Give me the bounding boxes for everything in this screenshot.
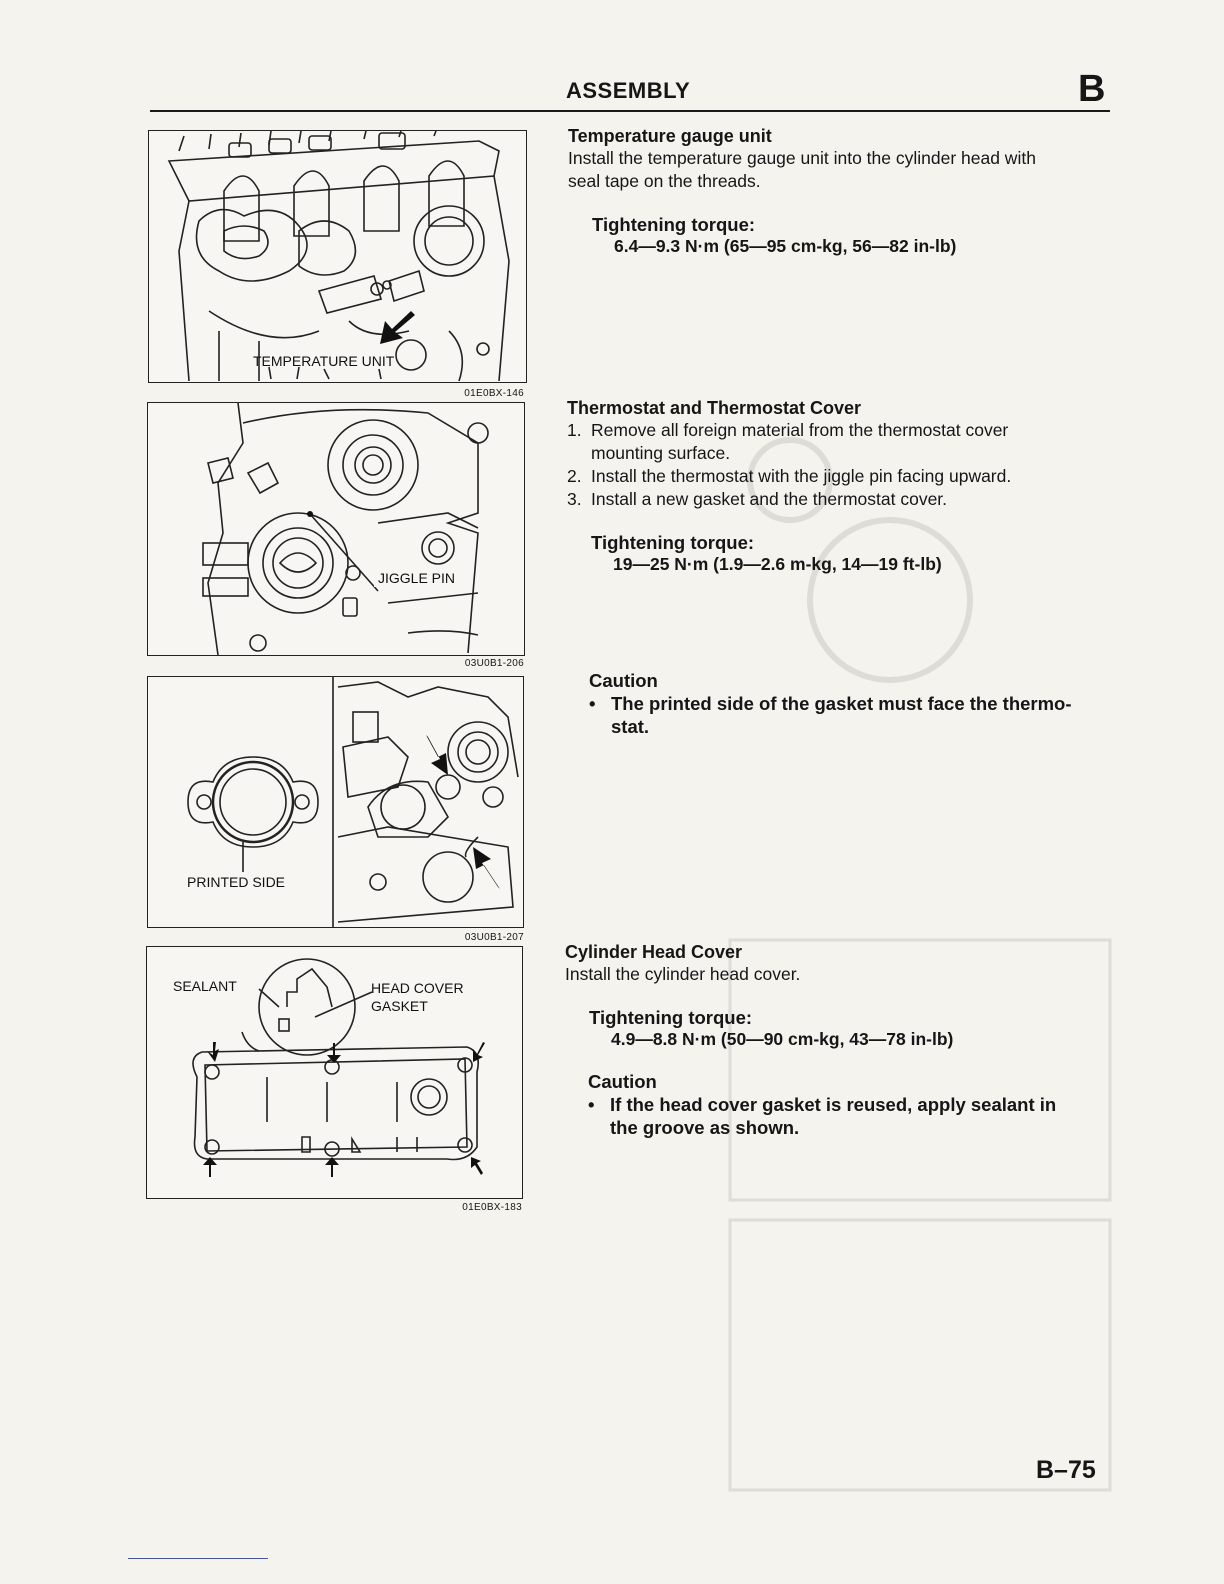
header-rule <box>150 110 1110 112</box>
figure-4-label-sealant: SEALANT <box>173 978 237 994</box>
step-item <box>567 419 1112 465</box>
step-number: 3. <box>567 489 582 509</box>
torque-heading: Tightening torque: <box>592 214 756 235</box>
figure-3-label: PRINTED SIDE <box>187 874 286 890</box>
engine-block-illustration <box>149 131 526 382</box>
figure-2-label: JIGGLE PIN <box>378 570 456 586</box>
figure-code: 01E0BX-183 <box>462 1202 522 1213</box>
step-text: mounting surface. <box>591 443 731 463</box>
body-line: Install the temperature gauge unit into the cylinder head with <box>568 148 1036 168</box>
figure-temperature-unit <box>148 130 527 383</box>
section-heading: Thermostat and Thermostat Cover <box>567 398 862 418</box>
caution-text: the groove as shown. <box>610 1117 800 1138</box>
bullet-icon: • <box>589 693 596 714</box>
step-number: 1. <box>567 420 582 440</box>
caution-text: stat. <box>611 716 650 737</box>
section-heading: Cylinder Head Cover <box>565 942 743 962</box>
step-item <box>567 488 1112 511</box>
caution-text: The printed side of the gasket must face the thermo- <box>611 693 1072 714</box>
step-text: Remove all foreign material from the thermostat cover <box>591 420 1009 440</box>
head-cover-illustration <box>147 947 522 1198</box>
torque-value: 19—25 N·m (1.9—2.6 m-kg, 14—19 ft-lb) <box>613 554 942 574</box>
caution-heading: Caution <box>588 1071 657 1092</box>
torque-heading: Tightening torque: <box>589 1007 753 1028</box>
bullet-icon: • <box>588 1094 595 1115</box>
body-line: Install the cylinder head cover. <box>565 964 801 984</box>
figure-4-label-head-cover: HEAD COVER <box>371 980 464 996</box>
figure-gasket <box>147 676 524 928</box>
scan-artifact-line <box>128 1558 268 1559</box>
figure-4-label-gasket: GASKET <box>371 998 428 1014</box>
caution-thermostat <box>589 670 1114 738</box>
figure-code: 03U0B1-206 <box>464 658 524 669</box>
figure-head-cover <box>146 946 523 1199</box>
figure-1-label: TEMPERATURE UNIT <box>253 353 395 369</box>
body-line: seal tape on the threads. <box>568 171 761 191</box>
page-number: B–75 <box>1036 1456 1096 1484</box>
step-text: Install the thermostat with the jiggle pin facing upward. <box>591 466 1012 486</box>
section-cylinder-head-cover <box>565 942 1110 1139</box>
section-temperature-gauge <box>568 126 1113 257</box>
page-title: ASSEMBLY <box>566 78 691 103</box>
figure-code: 01E0BX-146 <box>464 388 524 399</box>
step-item <box>567 465 1112 488</box>
section-heading: Temperature gauge unit <box>568 126 772 146</box>
section-letter: B <box>1078 68 1106 110</box>
torque-value: 4.9—8.8 N·m (50—90 cm-kg, 43—78 in-lb) <box>611 1029 954 1049</box>
torque-heading: Tightening torque: <box>591 532 755 553</box>
caution-heading: Caution <box>589 670 658 691</box>
torque-value: 6.4—9.3 N·m (65—95 cm-kg, 56—82 in-lb) <box>614 236 957 256</box>
step-number: 2. <box>567 466 582 486</box>
thermostat-illustration <box>148 403 524 655</box>
figure-code: 03U0B1-207 <box>464 932 524 943</box>
caution-text: If the head cover gasket is reused, apply sealant in <box>610 1094 1057 1115</box>
gasket-illustration <box>148 677 523 927</box>
step-text: Install a new gasket and the thermostat cover. <box>591 489 948 509</box>
section-thermostat <box>567 398 1112 575</box>
step-list <box>567 419 1112 511</box>
figure-thermostat <box>147 402 525 656</box>
